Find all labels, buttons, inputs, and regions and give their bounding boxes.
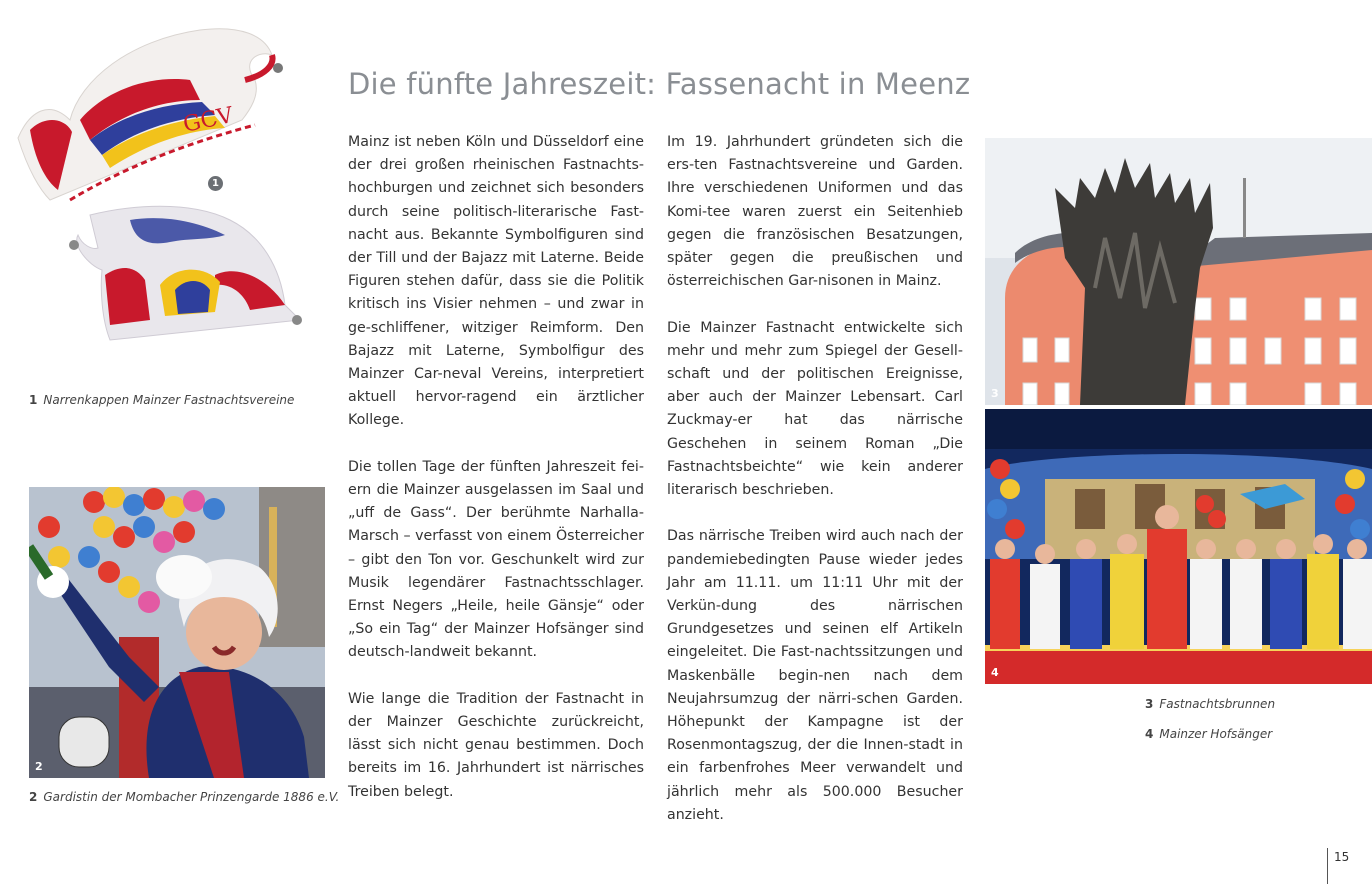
caption-1 — [29, 393, 294, 407]
paragraph: Wie lange die Tradition der Fastnacht in der Mainzer Geschichte zurückreicht, lässt sich nicht genau bestimmen. Doch bereits im 16. Jahrhundert ist närrisches Treiben belegt. — [348, 690, 644, 800]
gardist-photo — [29, 487, 325, 778]
jester-caps-image — [10, 20, 310, 350]
caption-4 — [1145, 727, 1272, 741]
caption-3 — [1145, 697, 1275, 711]
caption-number: 4 — [1145, 727, 1154, 741]
caption-number: 2 — [29, 790, 38, 804]
paragraph: Die Mainzer Fastnacht entwickelte sich mehr und mehr zum Spiegel der Gesell-schaft und der politischen Ereignisse, aber auch der Mainzer Lebensart. Carl Zuckmay-er hat das närrische Geschehen in seinem Roman „Die Fastnachtsbeichte“ wie kein anderer literarisch beschrieben. — [667, 319, 963, 499]
text-column-left — [348, 131, 644, 827]
page-number: 15 — [1334, 850, 1350, 864]
caption-number: 1 — [29, 393, 38, 407]
page-number-divider — [1327, 848, 1328, 884]
cap-lettering: GCV — [181, 102, 236, 138]
caption-text: Mainzer Hofsänger — [1159, 727, 1273, 741]
hofsaenger-photo — [985, 409, 1372, 684]
paragraph: Mainz ist neben Köln und Düsseldorf eine der drei großen rheinischen Fastnachts-hochburgen und zeichnet sich besonders durch seine politisch-literarische Fast-nacht aus. Bekannte Symbolfiguren sind der Till und der Bajazz mit Laterne. Beide Figuren stehen dafür, dass sie die Politik kritisch ins Visier nehmen – und zwar in ge-schliffener, witziger Reimform. Den Bajazz mit Laterne, Symbolfigur des Mainzer Car-neval Vereins, interpretiert aktuell hervor-ragend ein ärztlicher Kollege. — [348, 134, 644, 429]
text-column-right — [667, 131, 963, 850]
paragraph: Das närrische Treiben wird auch nach der pandemiebedingten Pause wieder jedes Jahr am 11.11. um 11:11 Uhr mit der Verkün-dung des närrischen Grundgesetzes und seinen elf Artikeln eingeleitet. Die Fast-nachtssitzungen und Maskenbälle begin-nen nach dem Neujahrsumzug der närri-schen Garden. Höhepunkt der Kampagne ist der Rosenmontagszug, der die Innen-stadt in ein farbenfrohes Meer verwandelt und jährlich mehr als 500.000 Besucher anzieht. — [667, 528, 963, 823]
caption-text: Narrenkappen Mainzer Fastnachtsvereine — [43, 393, 295, 407]
caption-number: 3 — [1145, 697, 1154, 711]
caption-2 — [29, 790, 339, 804]
paragraph: Die tollen Tage der fünften Jahreszeit fei-ern die Mainzer ausgelassen im Saal und „uff de Gass“. Der berühmte Narhalla-Marsch – verfasst von einem Österreicher – gibt den Ton vor. Geschunkelt wird zur Musik legendärer Fastnachtsschlager. Ernst Negers „Heile, heile Gänsje“ oder „So ein Tag“ der Mainzer Hofsänger sind deutsch-landweit bekannt. — [348, 458, 644, 661]
image-number-badge: 1 — [208, 176, 223, 191]
image-number-badge: 3 — [991, 387, 999, 400]
page-title: Die fünfte Jahreszeit: Fassenacht in Meenz — [348, 67, 971, 102]
image-number-badge: 2 — [35, 760, 43, 773]
fountain-photo — [985, 138, 1372, 405]
caption-text: Fastnachtsbrunnen — [1159, 697, 1276, 711]
caption-text: Gardistin der Mombacher Prinzengarde 1886 e.V. — [43, 790, 340, 804]
paragraph: Im 19. Jahrhundert gründeten sich die ers-ten Fastnachtsvereine und Garden. Ihre verschiedenen Uniformen und das Komi-tee waren zuerst ein Seitenhieb gegen die französischen Besatzungen, später gegen die preußischen und österreichischen Gar-nisonen in Mainz. — [667, 134, 963, 290]
image-number-badge: 4 — [991, 666, 999, 679]
